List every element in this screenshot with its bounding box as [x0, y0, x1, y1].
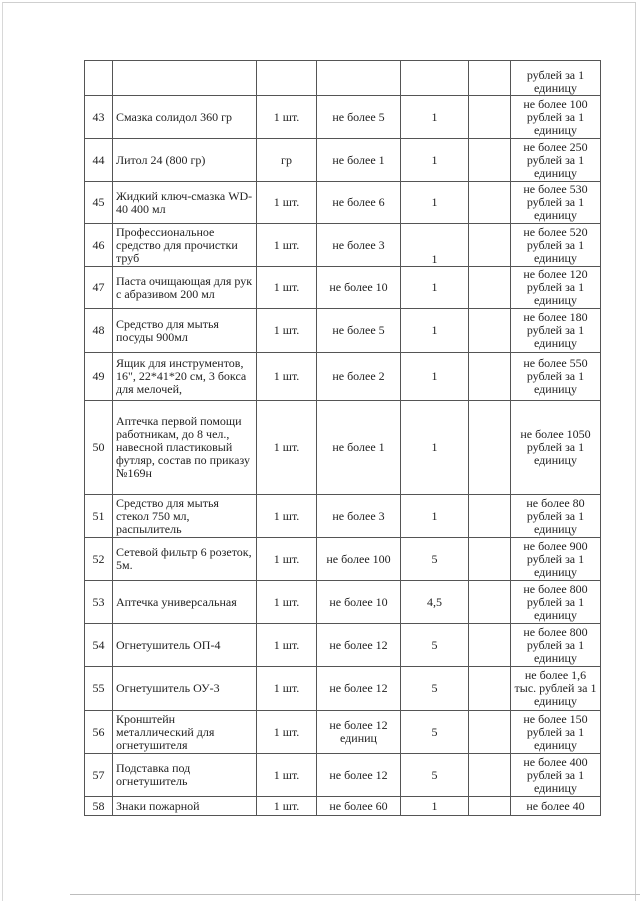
- unit: [257, 61, 317, 96]
- quantity: не более 12 единиц: [317, 711, 401, 754]
- quantity: [317, 61, 401, 96]
- blank-cell: [469, 224, 511, 267]
- row-number: 50: [85, 401, 113, 495]
- item-name: Огнетушитель ОП-4: [113, 624, 257, 667]
- blank-cell: [469, 139, 511, 182]
- table-row: [85, 711, 601, 754]
- price: не более 550 рублей за 1 единицу: [511, 353, 601, 401]
- row-number: 52: [85, 538, 113, 581]
- row-number: 57: [85, 754, 113, 797]
- blank-cell: [469, 495, 511, 538]
- item-name: Паста очищающая для рук с абразивом 200 мл: [113, 267, 257, 309]
- item-name: Жидкий ключ-смазка WD-40 400 мл: [113, 182, 257, 224]
- quantity: не более 60: [317, 797, 401, 816]
- class-code: 1: [401, 797, 469, 816]
- quantity: не более 1: [317, 139, 401, 182]
- table-row: [85, 495, 601, 538]
- page-bottom-rule: [70, 894, 640, 895]
- table-row: [85, 182, 601, 224]
- row-number: 44: [85, 139, 113, 182]
- table-row: [85, 624, 601, 667]
- price: не более 400 рублей за 1 единицу: [511, 754, 601, 797]
- class-code: 1: [401, 267, 469, 309]
- blank-cell: [469, 309, 511, 353]
- quantity: не более 3: [317, 495, 401, 538]
- table-row: [85, 139, 601, 182]
- row-number: 55: [85, 667, 113, 711]
- class-code: 5: [401, 667, 469, 711]
- item-name: Подставка под огнетушитель: [113, 754, 257, 797]
- quantity: не более 5: [317, 309, 401, 353]
- quantity: не более 12: [317, 754, 401, 797]
- class-code: 1: [401, 401, 469, 495]
- row-number: 45: [85, 182, 113, 224]
- quantity: не более 10: [317, 267, 401, 309]
- price: не более 800 рублей за 1 единицу: [511, 624, 601, 667]
- item-name: Профессиональное средство для прочистки труб: [113, 224, 257, 267]
- table-row: [85, 797, 601, 816]
- unit: 1 шт.: [257, 538, 317, 581]
- price: не более 900 рублей за 1 единицу: [511, 538, 601, 581]
- table-row: [85, 309, 601, 353]
- blank-cell: [469, 353, 511, 401]
- blank-cell: [469, 96, 511, 139]
- table-row: [85, 538, 601, 581]
- row-number: 53: [85, 581, 113, 624]
- blank-cell: [469, 581, 511, 624]
- row-number: 49: [85, 353, 113, 401]
- unit: 1 шт.: [257, 309, 317, 353]
- class-code: 1: [401, 96, 469, 139]
- price: не более 800 рублей за 1 единицу: [511, 581, 601, 624]
- quantity: не более 2: [317, 353, 401, 401]
- item-name: Сетевой фильтр 6 розеток, 5м.: [113, 538, 257, 581]
- class-code: 1: [401, 495, 469, 538]
- unit: 1 шт.: [257, 96, 317, 139]
- class-code: 1: [401, 182, 469, 224]
- class-code: 1: [401, 353, 469, 401]
- row-number: 47: [85, 267, 113, 309]
- item-name: Смазка солидол 360 гр: [113, 96, 257, 139]
- price: не более 40: [511, 797, 601, 816]
- item-name: [113, 61, 257, 96]
- class-code: 5: [401, 754, 469, 797]
- row-number: 48: [85, 309, 113, 353]
- unit: 1 шт.: [257, 581, 317, 624]
- price: не более 80 рублей за 1 единицу: [511, 495, 601, 538]
- table-row: [85, 267, 601, 309]
- class-code: 5: [401, 624, 469, 667]
- table-row: [85, 667, 601, 711]
- class-code: 1: [401, 139, 469, 182]
- item-name: Средство для мытья посуды 900мл: [113, 309, 257, 353]
- table-row: [85, 401, 601, 495]
- blank-cell: [469, 61, 511, 96]
- item-name: Средство для мытья стекол 750 мл, распылитель: [113, 495, 257, 538]
- item-name: Знаки пожарной: [113, 797, 257, 816]
- quantity: не более 5: [317, 96, 401, 139]
- unit: 1 шт.: [257, 182, 317, 224]
- unit: 1 шт.: [257, 353, 317, 401]
- unit: 1 шт.: [257, 267, 317, 309]
- item-name: Ящик для инструментов, 16", 22*41*20 см, 3 бокса для мелочей,: [113, 353, 257, 401]
- item-name: Кронштейн металлический для огнетушителя: [113, 711, 257, 754]
- unit: 1 шт.: [257, 667, 317, 711]
- table-row: [85, 353, 601, 401]
- class-code: [401, 61, 469, 96]
- price: не более 120 рублей за 1 единицу: [511, 267, 601, 309]
- quantity: не более 12: [317, 667, 401, 711]
- row-number: 46: [85, 224, 113, 267]
- blank-cell: [469, 754, 511, 797]
- quantity: не более 10: [317, 581, 401, 624]
- class-code: 1: [401, 309, 469, 353]
- quantity: не более 6: [317, 182, 401, 224]
- class-code: 5: [401, 538, 469, 581]
- table-row: [85, 754, 601, 797]
- row-number: 43: [85, 96, 113, 139]
- item-name: Литол 24 (800 гр): [113, 139, 257, 182]
- quantity: не более 3: [317, 224, 401, 267]
- blank-cell: [469, 267, 511, 309]
- row-number: 56: [85, 711, 113, 754]
- blank-cell: [469, 538, 511, 581]
- table-row: [85, 581, 601, 624]
- table-row: [85, 96, 601, 139]
- item-name: Огнетушитель ОУ-3: [113, 667, 257, 711]
- price: не более 150 рублей за 1 единицу: [511, 711, 601, 754]
- price: не более 1,6 тыс. рублей за 1 единицу: [511, 667, 601, 711]
- unit: 1 шт.: [257, 711, 317, 754]
- item-name: Аптечка первой помощи работникам, до 8 чел., навесной пластиковый футляр, состав по приказу №169н: [113, 401, 257, 495]
- table-row: [85, 61, 601, 96]
- price: не более 530 рублей за 1 единицу: [511, 182, 601, 224]
- class-code: 4,5: [401, 581, 469, 624]
- price: рублей за 1 единицу: [511, 61, 601, 96]
- blank-cell: [469, 667, 511, 711]
- table-body: [85, 61, 601, 816]
- unit: 1 шт.: [257, 401, 317, 495]
- item-name: Аптечка универсальная: [113, 581, 257, 624]
- table-row: [85, 224, 601, 267]
- blank-cell: [469, 182, 511, 224]
- price: не более 1050 рублей за 1 единицу: [511, 401, 601, 495]
- unit: 1 шт.: [257, 624, 317, 667]
- blank-cell: [469, 401, 511, 495]
- price: не более 180 рублей за 1 единицу: [511, 309, 601, 353]
- unit: 1 шт.: [257, 754, 317, 797]
- unit: 1 шт.: [257, 495, 317, 538]
- blank-cell: [469, 711, 511, 754]
- price: не более 100 рублей за 1 единицу: [511, 96, 601, 139]
- unit: гр: [257, 139, 317, 182]
- quantity: не более 12: [317, 624, 401, 667]
- blank-cell: [469, 624, 511, 667]
- procurement-table: [84, 60, 601, 816]
- quantity: не более 1: [317, 401, 401, 495]
- class-code: 5: [401, 711, 469, 754]
- blank-cell: [469, 797, 511, 816]
- unit: 1 шт.: [257, 224, 317, 267]
- class-code: 1: [401, 224, 469, 267]
- row-number: 54: [85, 624, 113, 667]
- unit: 1 шт.: [257, 797, 317, 816]
- row-number: 51: [85, 495, 113, 538]
- price: не более 520 рублей за 1 единицу: [511, 224, 601, 267]
- row-number: [85, 61, 113, 96]
- row-number: 58: [85, 797, 113, 816]
- quantity: не более 100: [317, 538, 401, 581]
- price: не более 250 рублей за 1 единицу: [511, 139, 601, 182]
